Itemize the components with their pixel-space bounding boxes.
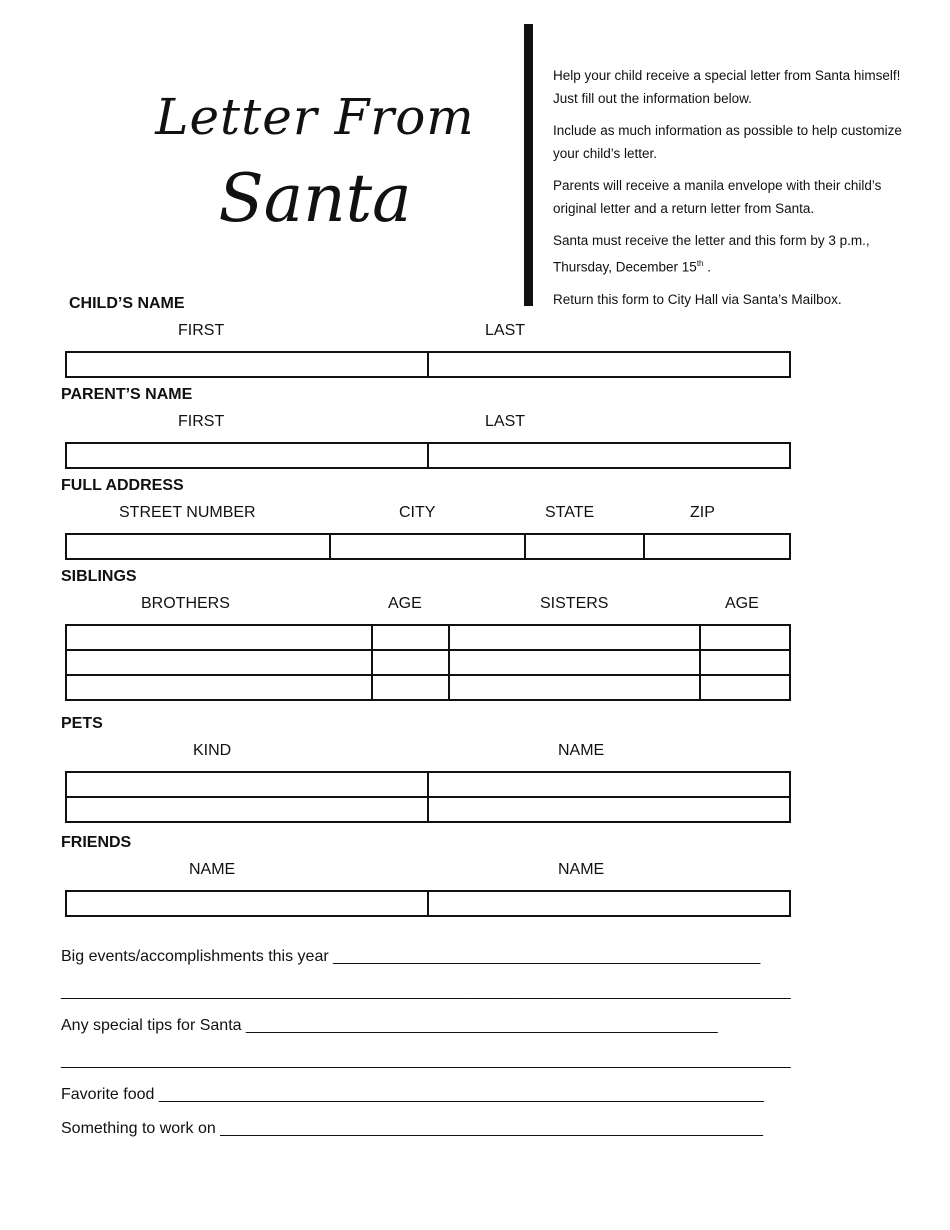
brother-age-field[interactable] (372, 625, 449, 650)
sisters-label: SISTERS (540, 595, 609, 612)
address-heading: FULL ADDRESS (61, 477, 184, 494)
parent-first-field[interactable] (66, 443, 428, 468)
state-field[interactable] (525, 534, 644, 559)
child-first-label: FIRST (178, 322, 225, 339)
pets-heading: PETS (61, 715, 103, 732)
title-santa: Santa (218, 160, 412, 237)
state-label: STATE (545, 504, 595, 521)
instruction-2: Include as much information as possible to help customize your child’s letter. (553, 123, 902, 161)
title-letter-from: Letter From (155, 88, 475, 146)
favorite-food-line[interactable]: Favorite food ____________________________________________________________________ (61, 1086, 764, 1103)
pet-kind-field[interactable] (66, 772, 428, 797)
parent-last-label: LAST (485, 413, 526, 430)
child-first-field[interactable] (66, 352, 428, 377)
friends-heading: FRIENDS (61, 834, 132, 851)
instructions (553, 64, 913, 320)
pet-name-field[interactable] (428, 797, 790, 822)
events-line-continued[interactable]: __________________________________________________________________________________ (61, 983, 791, 1000)
events-line[interactable]: Big events/accomplishments this year ________________________________________________ (61, 948, 761, 965)
sibling-row (66, 675, 790, 700)
instruction-5: Return this form to City Hall via Santa’s Mailbox. (553, 291, 842, 307)
sister-field[interactable] (449, 675, 700, 700)
siblings-heading: SIBLINGS (61, 568, 137, 585)
sister-age-field[interactable] (700, 650, 790, 675)
tips-line-continued[interactable]: __________________________________________________________________________________ (61, 1052, 791, 1069)
sibling-row (66, 625, 790, 650)
sister-field[interactable] (449, 625, 700, 650)
pet-name-field[interactable] (428, 772, 790, 797)
brothers-label: BROTHERS (141, 595, 230, 612)
sister-field[interactable] (449, 650, 700, 675)
zip-label: ZIP (690, 504, 715, 521)
instruction-1: Help your child receive a special letter from Santa himself! Just fill out the information below. (553, 68, 901, 106)
child-last-label: LAST (485, 322, 526, 339)
brother-field[interactable] (66, 650, 372, 675)
sister-age-field[interactable] (700, 625, 790, 650)
tips-line[interactable]: Any special tips for Santa _____________________________________________________ (61, 1017, 718, 1034)
instruction-3: Parents will receive a manila envelope with their child’s original letter and a return letter from Santa. (553, 178, 882, 216)
city-label: CITY (399, 504, 436, 521)
parent-first-label: FIRST (178, 413, 225, 430)
sister-age-field[interactable] (700, 675, 790, 700)
vertical-divider (524, 24, 533, 306)
sibling-row (66, 650, 790, 675)
pets-table (65, 771, 791, 823)
brother-age-field[interactable] (372, 675, 449, 700)
instruction-4: Santa must receive the letter and this form by 3 p.m., Thursday, December 15th . (553, 233, 870, 275)
parent-last-field[interactable] (428, 443, 790, 468)
brother-age-label: AGE (388, 595, 422, 612)
child-name-heading: CHILD’S NAME (69, 295, 185, 312)
friend-name-label-2: NAME (558, 861, 605, 878)
friend-name-field-1[interactable] (66, 891, 428, 916)
friend-name-field-2[interactable] (428, 891, 790, 916)
sister-age-label: AGE (725, 595, 759, 612)
address-table (65, 533, 791, 560)
work-on-line[interactable]: Something to work on _____________________________________________________________ (61, 1120, 763, 1137)
brother-field[interactable] (66, 675, 372, 700)
child-name-table (65, 351, 791, 378)
zip-field[interactable] (644, 534, 790, 559)
friends-table (65, 890, 791, 917)
brother-age-field[interactable] (372, 650, 449, 675)
parent-name-table (65, 442, 791, 469)
parent-name-heading: PARENT’S NAME (61, 386, 193, 403)
pet-row (66, 772, 790, 797)
child-last-field[interactable] (428, 352, 790, 377)
pet-name-label: NAME (558, 742, 605, 759)
street-field[interactable] (66, 534, 330, 559)
pet-kind-label: KIND (193, 742, 232, 759)
friend-name-label-1: NAME (189, 861, 236, 878)
pet-kind-field[interactable] (66, 797, 428, 822)
brother-field[interactable] (66, 625, 372, 650)
street-label: STREET NUMBER (119, 504, 256, 521)
pet-row (66, 797, 790, 822)
siblings-table (65, 624, 791, 701)
city-field[interactable] (330, 534, 525, 559)
